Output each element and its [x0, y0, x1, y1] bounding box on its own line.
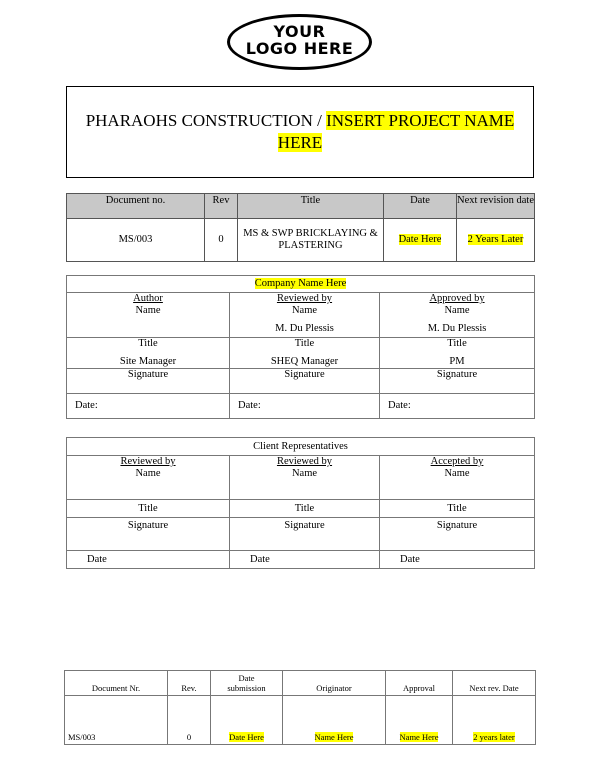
doc-next-revision-value: 2 Years Later — [467, 234, 524, 245]
footer-next-rev-value: 2 years later — [473, 732, 515, 742]
client-name-label-3: Name — [444, 468, 470, 479]
author-label: Author — [133, 293, 163, 304]
company-signature-row — [67, 369, 535, 394]
client-date-label-2: Date — [230, 551, 380, 569]
doc-next-revision — [457, 219, 535, 262]
reviewer-title-cell — [230, 338, 380, 369]
author-date-label: Date: — [67, 394, 230, 419]
approver-title-label: Title — [447, 338, 467, 349]
client-heading: Client Representatives — [67, 438, 535, 456]
document-title-box — [66, 86, 534, 178]
reviewer-title: SHEQ Manager — [270, 356, 339, 367]
reviewer-name-label: Name — [291, 305, 318, 316]
footer-revision-table — [64, 670, 536, 745]
client-title-label-1: Title — [67, 500, 230, 518]
reviewer-date-label: Date: — [230, 394, 380, 419]
client-reviewer-2-cell — [230, 456, 380, 500]
reviewed-by-label: Reviewed by — [276, 293, 333, 304]
project-name-placeholder: INSERT PROJECT NAME HERE — [277, 111, 515, 152]
logo-text — [227, 23, 372, 57]
doc-info-row — [67, 219, 535, 262]
client-name-label-2: Name — [291, 468, 318, 479]
footer-originator-value: Name Here — [314, 732, 354, 742]
document-info-table — [66, 193, 535, 262]
client-title-label-2: Title — [230, 500, 380, 518]
company-approval-table — [66, 275, 535, 419]
approver-date-label: Date: — [380, 394, 535, 419]
author-title-label: Title — [138, 338, 158, 349]
client-accepted-by-label: Accepted by — [430, 456, 484, 467]
header-next-revision: Next revision date — [457, 194, 535, 219]
author-title-cell — [67, 338, 230, 369]
client-signature-label-2: Signature — [230, 518, 380, 551]
company-heading — [67, 276, 535, 293]
logo-line-1: YOUR — [273, 22, 326, 41]
doc-date-value: Date Here — [398, 234, 442, 245]
reviewer-signature-label: Signature — [230, 369, 380, 394]
doc-rev: 0 — [205, 219, 238, 262]
client-signature-label-1: Signature — [67, 518, 230, 551]
client-reviewed-by-label-2: Reviewed by — [276, 456, 333, 467]
footer-date-value: Date Here — [229, 732, 264, 742]
approver-signature-label: Signature — [380, 369, 535, 394]
footer-next-rev — [453, 696, 536, 745]
footer-header-doc-nr: Document Nr. — [65, 671, 168, 696]
approver-name: M. Du Plessis — [427, 323, 487, 334]
company-roles-row — [67, 293, 535, 338]
footer-header-row — [65, 671, 536, 696]
doc-title: MS & SWP BRICKLAYING & PLASTERING — [238, 219, 384, 262]
footer-rev: 0 — [168, 696, 211, 745]
header-document-no: Document no. — [67, 194, 205, 219]
reviewer-title-label: Title — [294, 338, 315, 349]
author-signature-label: Signature — [67, 369, 230, 394]
approver-title-cell — [380, 338, 535, 369]
company-name-placeholder: Company Name Here — [254, 278, 347, 289]
footer-header-next-rev: Next rev. Date — [453, 671, 536, 696]
author-title: Site Manager — [119, 356, 177, 367]
company-logo — [227, 14, 372, 70]
client-titles-row — [67, 500, 535, 518]
approved-by-cell — [380, 293, 535, 338]
doc-number: MS/003 — [67, 219, 205, 262]
footer-header-originator: Originator — [283, 671, 386, 696]
footer-doc-nr: MS/003 — [65, 696, 168, 745]
client-reviewed-by-label-1: Reviewed by — [120, 456, 176, 467]
client-approval-table — [66, 437, 535, 569]
reviewer-name: M. Du Plessis — [275, 323, 334, 334]
footer-header-approval: Approval — [386, 671, 453, 696]
header-title: Title — [238, 194, 384, 219]
client-date-row — [67, 551, 535, 569]
client-signature-row — [67, 518, 535, 551]
client-date-label-1: Date — [67, 551, 230, 569]
client-roles-row — [67, 456, 535, 500]
client-title-label-3: Title — [380, 500, 535, 518]
approver-name-label: Name — [444, 305, 470, 316]
approved-by-label: Approved by — [429, 293, 485, 304]
footer-header-date-submission: Date submission — [211, 671, 283, 696]
doc-date — [384, 219, 457, 262]
header-date: Date — [384, 194, 457, 219]
company-titles-row — [67, 338, 535, 369]
reviewed-by-cell — [230, 293, 380, 338]
header-rev: Rev — [205, 194, 238, 219]
footer-originator — [283, 696, 386, 745]
company-date-row — [67, 394, 535, 419]
document-title — [75, 110, 525, 154]
footer-data-row — [65, 696, 536, 745]
author-cell — [67, 293, 230, 338]
footer-header-rev: Rev. — [168, 671, 211, 696]
logo-line-2: LOGO HERE — [245, 39, 354, 58]
client-name-label-1: Name — [135, 468, 161, 479]
client-acceptor-cell — [380, 456, 535, 500]
client-reviewer-1-cell — [67, 456, 230, 500]
footer-approval-value: Name Here — [399, 732, 439, 742]
client-date-label-3: Date — [380, 551, 535, 569]
approver-title: PM — [449, 356, 465, 367]
doc-info-header-row — [67, 194, 535, 219]
company-name-title: PHARAOHS CONSTRUCTION / — [85, 111, 327, 130]
author-name-label: Name — [135, 305, 161, 316]
footer-date-submission — [211, 696, 283, 745]
footer-approval — [386, 696, 453, 745]
client-signature-label-3: Signature — [380, 518, 535, 551]
